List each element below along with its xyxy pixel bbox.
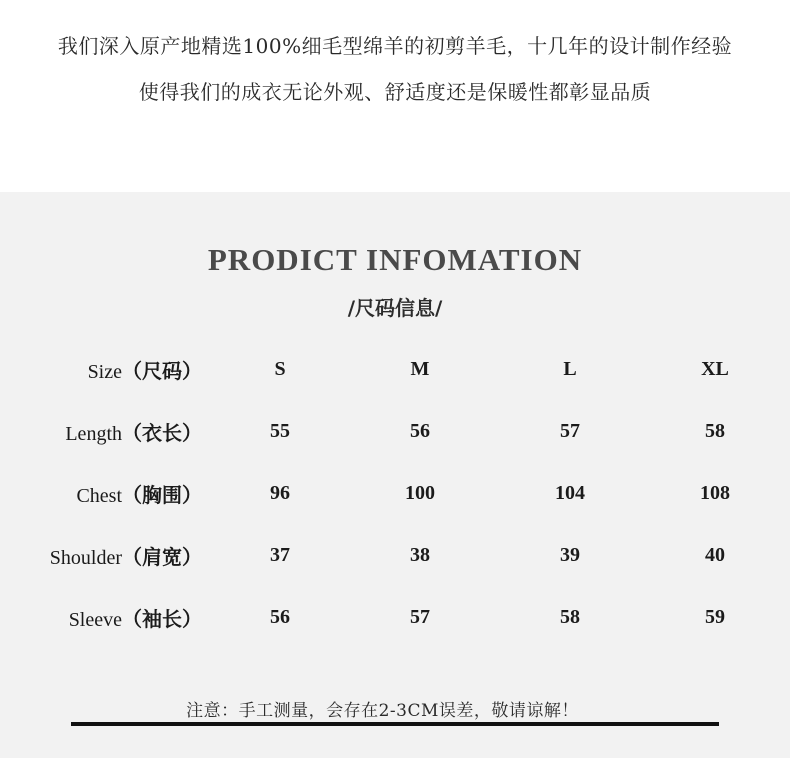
table-cell: 39 — [560, 543, 580, 566]
size-m: M — [410, 357, 430, 380]
row-label-en: Shoulder — [49, 546, 122, 569]
table-row-shoulder — [20, 524, 780, 586]
intro-line-1: 我们深入原产地精选100%细毛型绵羊的初剪羊毛，十几年的设计制作经验 — [57, 34, 733, 58]
row-label-zh: （肩宽） — [122, 546, 202, 569]
table-cell: 56 — [270, 605, 290, 628]
section-subtitle: /尺码信息/ — [347, 296, 443, 320]
table-row-sleeve — [20, 586, 780, 648]
table-cell: 104 — [555, 481, 585, 504]
table-row-chest — [20, 462, 780, 524]
row-label-en: Sleeve — [68, 608, 122, 631]
table-cell: 108 — [700, 481, 730, 504]
size-table — [20, 338, 780, 648]
table-row-length — [20, 400, 780, 462]
size-label-zh: （尺码） — [122, 360, 202, 383]
table-cell: 59 — [705, 605, 725, 628]
intro-line-2: 使得我们的成衣无论外观、舒适度还是保暖性都彰显品质 — [138, 80, 652, 104]
size-header-row — [20, 338, 780, 400]
size-header-label — [20, 338, 210, 400]
intro-section — [0, 0, 790, 192]
product-info-panel — [0, 192, 790, 758]
measurement-note: 注意：手工测量，会存在2-3CM误差，敬请谅解！ — [186, 701, 579, 721]
bottom-divider — [71, 722, 719, 726]
row-label — [20, 586, 210, 648]
row-label-zh: （胸围） — [122, 484, 202, 507]
table-cell: 57 — [410, 605, 430, 628]
row-label-en: Chest — [76, 484, 122, 507]
table-cell: 55 — [270, 419, 290, 442]
table-cell: 56 — [410, 419, 430, 442]
size-s: S — [274, 357, 286, 380]
table-cell: 38 — [410, 543, 430, 566]
table-cell: 37 — [270, 543, 290, 566]
table-cell: 40 — [705, 543, 725, 566]
size-l: L — [563, 357, 577, 380]
section-title: PRODICT INFOMATION — [207, 242, 583, 277]
table-cell: 100 — [405, 481, 435, 504]
table-cell: 57 — [560, 419, 580, 442]
row-label-en: Length — [65, 422, 122, 445]
row-label — [20, 462, 210, 524]
table-cell: 58 — [705, 419, 725, 442]
table-cell: 96 — [270, 481, 290, 504]
row-label-zh: （衣长） — [122, 422, 202, 445]
row-label — [20, 400, 210, 462]
size-xl: XL — [701, 357, 729, 380]
row-label-zh: （袖长） — [122, 608, 202, 631]
table-cell: 58 — [560, 605, 580, 628]
size-label-en: Size — [87, 360, 122, 383]
row-label — [20, 524, 210, 586]
